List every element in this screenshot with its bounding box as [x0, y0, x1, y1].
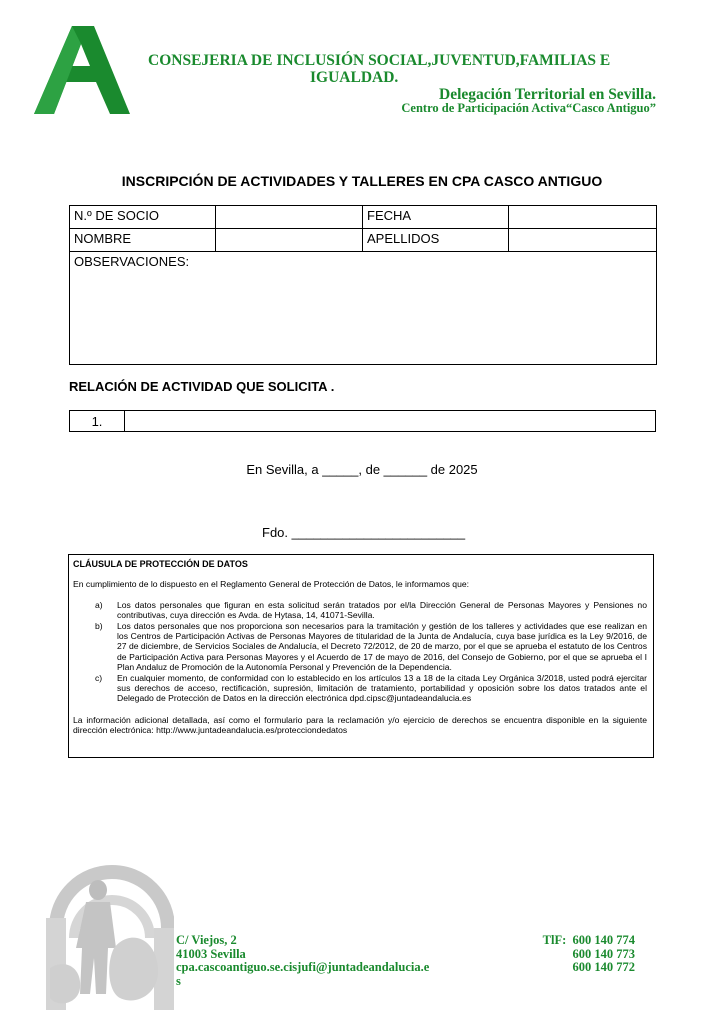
activities-heading: RELACIÓN DE ACTIVIDAD QUE SOLICITA . [69, 379, 335, 394]
consejeria-line1: CONSEJERIA DE INCLUSIÓN SOCIAL,JUVENTUD,FAMILIAS E [148, 52, 611, 69]
email-line1: cpa.cascoantiguo.se.cisjufi@juntadeandalucia.e [176, 960, 430, 974]
nombre-field[interactable] [216, 229, 363, 252]
socio-field[interactable] [216, 206, 363, 229]
observaciones-field[interactable] [70, 252, 657, 365]
list-item [73, 621, 647, 673]
andalucia-emblem-watermark [46, 798, 174, 1010]
activities-table [69, 410, 656, 432]
junta-andalucia-logo [34, 24, 130, 114]
consejeria-heading [148, 52, 668, 86]
address-line1: C/ Viejos, 2 [176, 933, 237, 947]
tel3: 600 140 772 [572, 960, 635, 974]
signature-line: Fdo. ________________________ [262, 525, 466, 540]
address-line2: 41003 Sevilla [176, 946, 246, 961]
document-title: INSCRIPCIÓN DE ACTIVIDADES Y TALLERES EN CPA CASCO ANTIGUO [121, 173, 603, 189]
centro-heading: Centro de Participación Activa“Casco Antiguo” [401, 101, 656, 115]
footer-address [176, 934, 506, 988]
clause-list [73, 600, 647, 704]
data-protection-clause [68, 554, 654, 758]
socio-label: N.º DE SOCIO [70, 206, 216, 229]
activity-field[interactable] [125, 411, 656, 432]
item-text: Los datos personales que nos proporciona son necesarios para la tramitación y gestión de los talleres y actividades que ese realizan en los Centros de Participación Activas de Personas Mayores de titularidad de la Junta de Andalucía, cuya base jurídica es la Ley 9/2016, de 27 de diciembre, de Servicios Sociales de Andalucía, el Decreto 72/2012, de 20 de marzo, por el que se aprueba el estatuto de los Centros de Participación Activa para Personas Mayores y el Acuerdo de 17 de mayo de 2016, del Consejo de Gobierno, por el que se aprueba el I Plan Andaluz de Promoción de la Autonomía Personal y Prevención de la Dependencia. [117, 620, 647, 673]
item-letter: a) [95, 599, 103, 610]
tel2: 600 140 773 [572, 946, 635, 961]
footer-phones [517, 934, 635, 975]
table-row [70, 411, 656, 432]
tel1: 600 140 774 [572, 933, 635, 947]
clause-additional: La información adicional detallada, así como el formulario para la reclamación y/o ejercicio de derechos se encuentra disponible en la siguiente dirección electrónica: http://www.juntadeandalucia.es/protecciondedatos [73, 714, 647, 736]
observaciones-label: OBSERVACIONES: [74, 254, 190, 269]
item-letter: c) [95, 672, 103, 683]
fecha-label: FECHA [363, 206, 509, 229]
clause-title: CLÁUSULA DE PROTECCIÓN DE DATOS [73, 559, 248, 569]
nombre-label: NOMBRE [70, 229, 216, 252]
item-text: Los datos personales que figuran en esta solicitud serán tratados por el/la Dirección General de Personas Mayores y Pensiones no contributivas, cuya dirección es Avda. de Hytasa, 14, 41071-Sevilla. [117, 599, 647, 621]
item-text: En cualquier momento, de conformidad con lo establecido en los artículos 13 a 18 de la citada Ley Orgánica 3/2018, usted podrá ejercitar sus derechos de acceso, rectificación, supresión, limitación de tratamiento, portabilidad y oposición sobre los datos tratados ante el Delegado de Protección de Datos en la dirección electrónica dpd.cipsc@juntadeandalucia.es [117, 672, 647, 704]
clause-intro: En cumplimiento de lo dispuesto en el Reglamento General de Protección de Datos, le informamos que: [73, 579, 470, 590]
member-form-table [69, 205, 657, 365]
email-line2: s [176, 973, 181, 988]
apellidos-label: APELLIDOS [363, 229, 509, 252]
consejeria-line2: IGUALDAD. [310, 69, 399, 86]
delegacion-heading: Delegación Territorial en Sevilla. [439, 86, 656, 103]
item-letter: b) [95, 620, 103, 631]
tel-label: TlF: [542, 933, 567, 947]
fecha-field[interactable] [509, 206, 657, 229]
activity-number: 1. [70, 411, 125, 432]
list-item [73, 600, 647, 621]
date-line: En Sevilla, a _____, de ______ de 2025 [246, 462, 478, 477]
apellidos-field[interactable] [509, 229, 657, 252]
list-item [73, 673, 647, 704]
